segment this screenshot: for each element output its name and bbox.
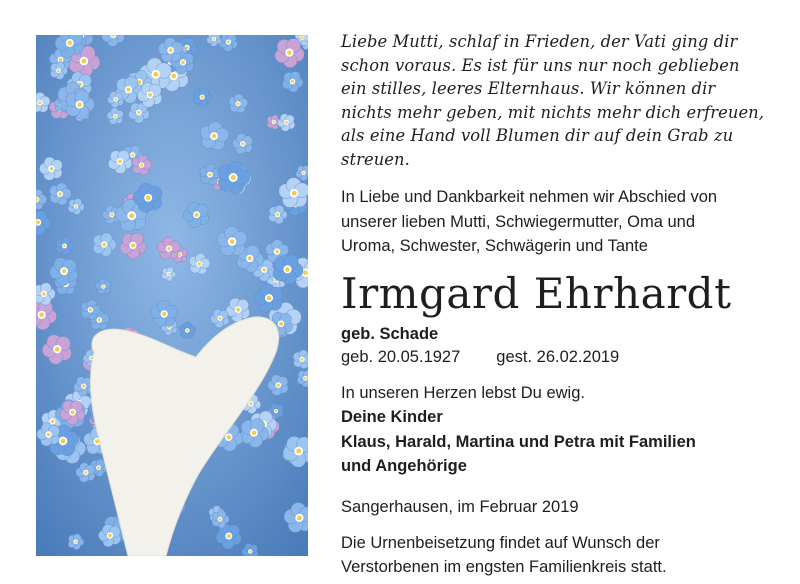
birth-date: geb. 20.05.1927: [341, 347, 461, 366]
flowers-image: [36, 35, 308, 556]
note-line: Die Urnenbeisetzung findet auf Wunsch der: [341, 533, 660, 552]
forget-me-not-photo: [36, 35, 308, 556]
poem-line: streuen.: [341, 149, 410, 169]
burial-note: [341, 531, 781, 580]
intro-line: In Liebe und Dankbarkeit nehmen wir Abschied von: [341, 188, 718, 206]
poem-line: nichts mehr geben, mit nichts mehr dich erfreuen,: [341, 102, 765, 122]
poem-line: als eine Hand voll Blumen dir auf dein Grab zu: [341, 126, 734, 145]
place-date: Sangerhausen, im Februar 2019: [341, 497, 579, 516]
note-line: Verstorbenen im engsten Familienkreis statt.: [341, 558, 667, 576]
poem-line: ein stilles, leeres Elternhaus. Wir können dir: [341, 79, 716, 98]
poem: [341, 30, 781, 171]
family-line: Klaus, Harald, Martina und Petra mit Familien: [341, 432, 696, 451]
family-line: und Angehörige: [341, 457, 467, 475]
obituary-text: [341, 30, 781, 580]
hearts-line: In unseren Herzen lebst Du ewig.: [341, 383, 585, 402]
life-dates: [341, 345, 781, 369]
death-date: gest. 26.02.2019: [496, 347, 620, 366]
flower-blossom: [293, 350, 308, 369]
family-line: Deine Kinder: [341, 408, 443, 426]
birth-name: geb. Schade: [341, 324, 439, 343]
intro-line: Uroma, Schwester, Schwägerin und Tante: [341, 237, 648, 255]
farewell-intro: [341, 185, 781, 259]
intro-line: unserer lieben Mutti, Schwiegermutter, Oma und: [341, 212, 696, 231]
poem-line: schon voraus. Es ist für uns nur noch geblieben: [341, 55, 740, 75]
deceased-name: Irmgard Ehrhardt: [341, 268, 732, 318]
mourners: [341, 381, 781, 479]
poem-line: Liebe Mutti, schlaf in Frieden, der Vati ging dir: [341, 32, 738, 51]
